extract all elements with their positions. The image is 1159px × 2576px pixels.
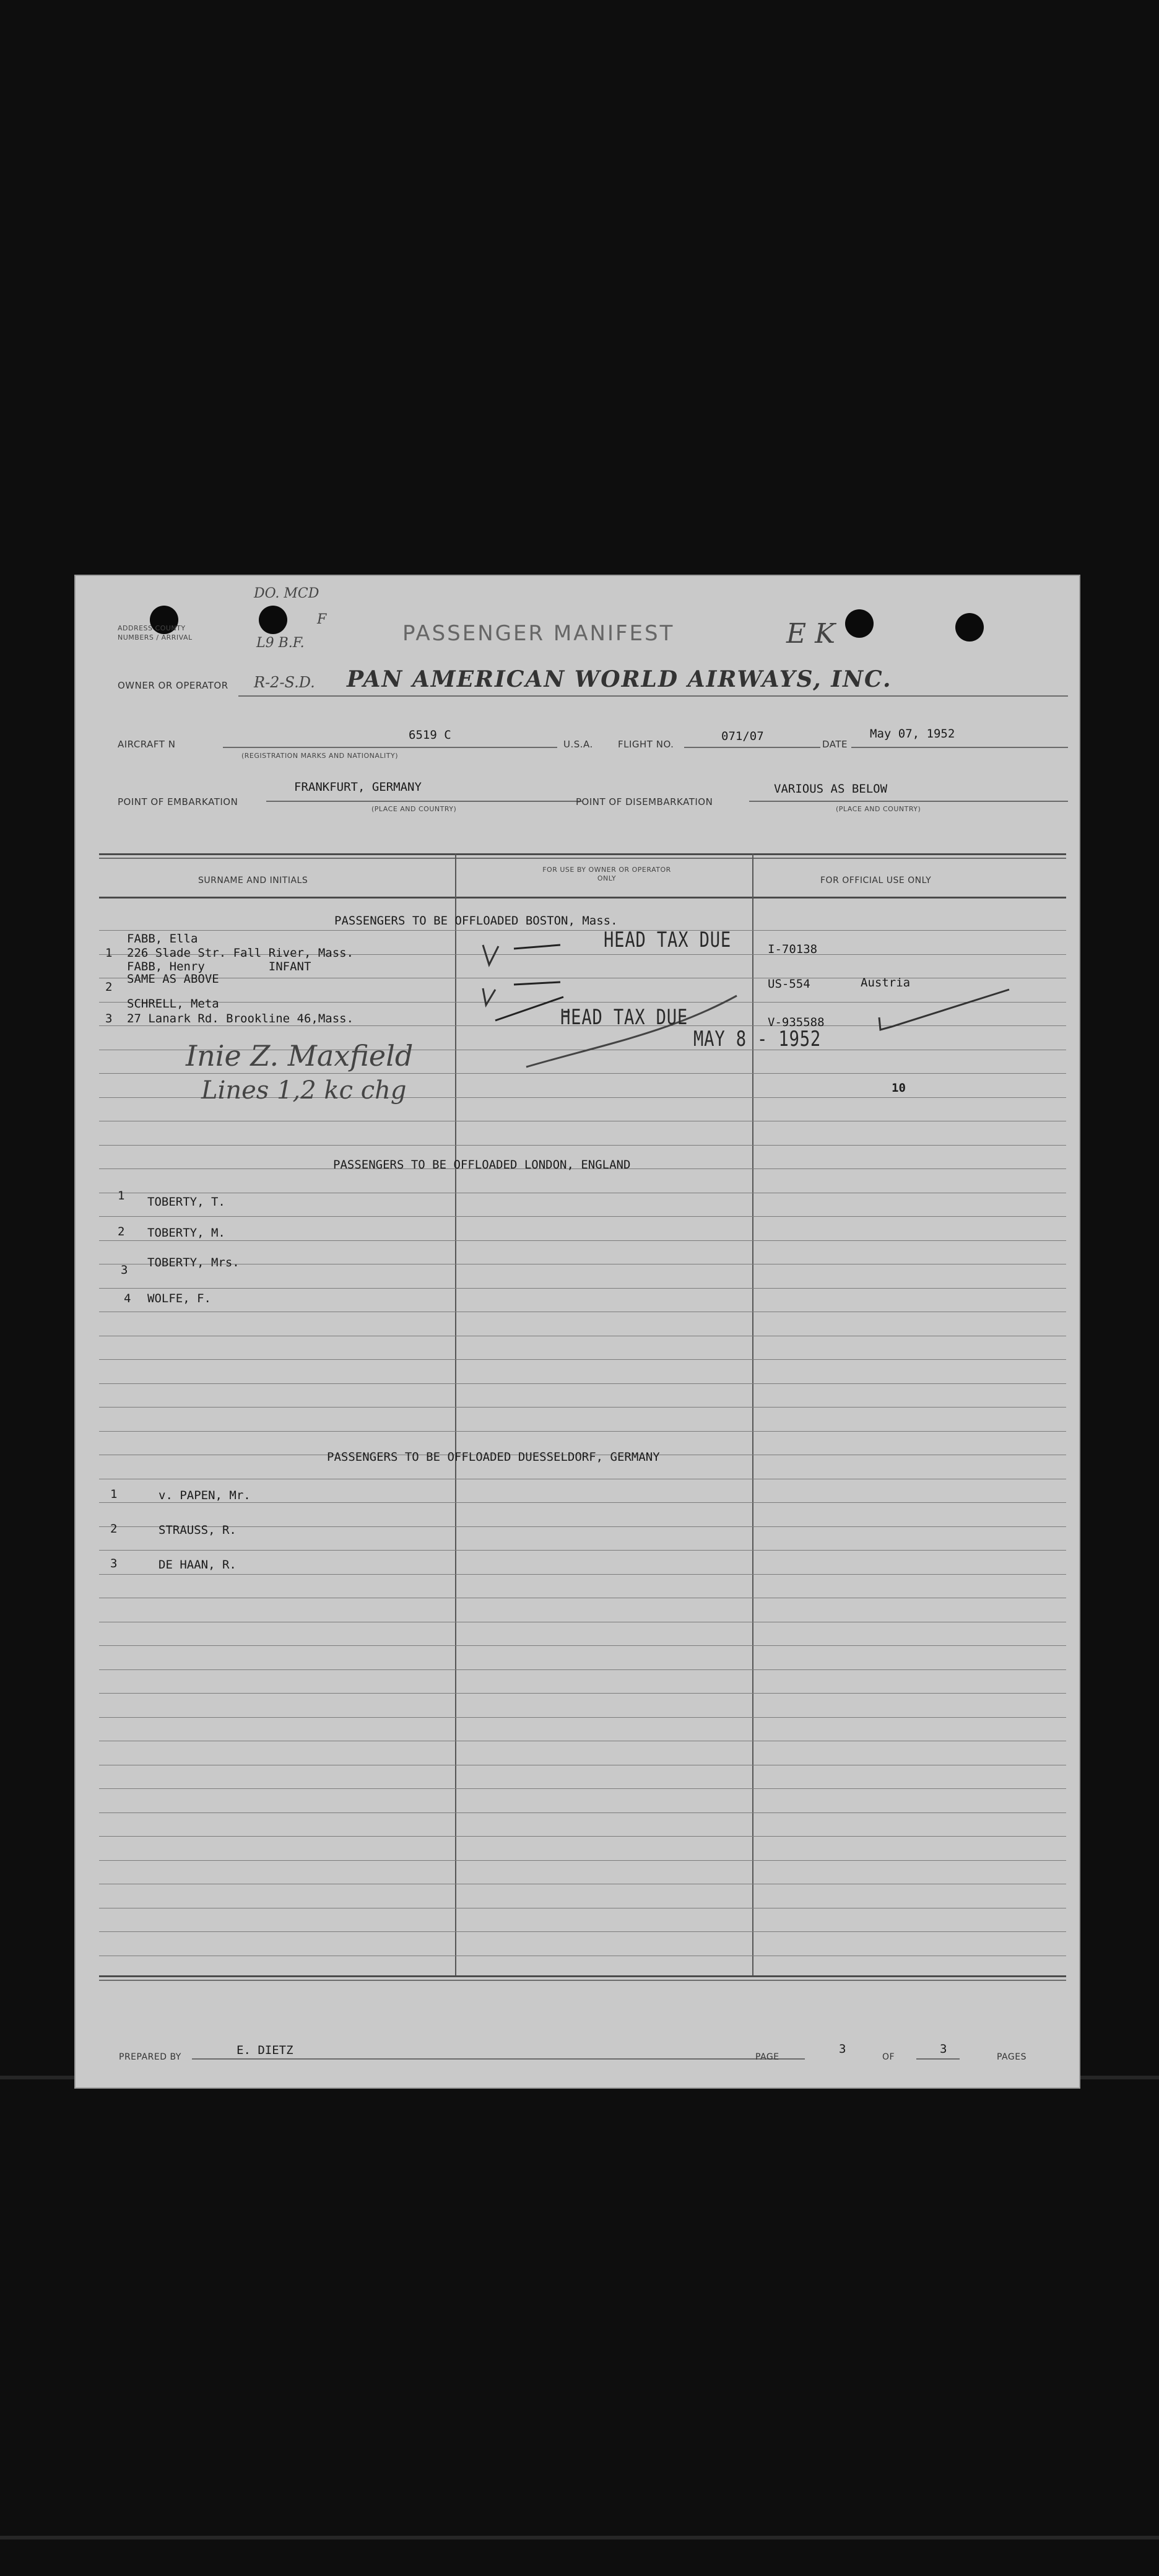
ruled-line	[99, 1502, 1066, 1503]
ruled-line	[99, 1288, 1066, 1289]
page-label: PAGE	[755, 2052, 779, 2062]
ruled-line	[99, 1836, 1066, 1837]
boston-3-num: 3	[105, 1012, 113, 1025]
embark-rule	[266, 801, 582, 802]
duesseldorf-3-num: 3	[110, 1557, 118, 1570]
london-4-name: WOLFE, F.	[147, 1292, 211, 1305]
col-surname: SURNAME AND INITIALS	[198, 876, 308, 886]
owner-label: OWNER OR OPERATOR	[118, 680, 228, 691]
ruled-line	[99, 1860, 1066, 1861]
ruled-line	[99, 1812, 1066, 1813]
manifest-page	[74, 575, 1080, 2089]
flight-label: FLIGHT NO.	[618, 739, 674, 750]
corner-note-3: L9 B.F.	[256, 635, 305, 651]
london-3-name: TOBERTY, Mrs.	[147, 1256, 240, 1269]
disembark-rule	[749, 801, 1068, 802]
date-stamp: MAY 8 - 1952	[693, 1027, 822, 1051]
ruled-line	[99, 1717, 1066, 1718]
col-official: FOR OFFICIAL USE ONLY	[820, 876, 932, 886]
count-value: 10	[892, 1081, 906, 1095]
ruled-line	[99, 1574, 1066, 1575]
owner-handwriting: R-2-S.D.	[254, 674, 315, 691]
pages-label: PAGES	[997, 2052, 1027, 2062]
date-value: May 07, 1952	[870, 727, 955, 741]
corner-note-1: DO. MCD	[254, 586, 319, 601]
ruled-line	[99, 1693, 1066, 1694]
embark-value: FRANKFURT, GERMANY	[294, 780, 422, 794]
ruled-line	[99, 1240, 1066, 1241]
duesseldorf-1-num: 1	[110, 1487, 118, 1501]
table-header-rule	[99, 897, 1066, 899]
country: U.S.A.	[563, 739, 593, 750]
punch-hole	[259, 606, 287, 634]
manifest-title: PASSENGER MANIFEST	[402, 621, 675, 646]
ruled-line	[99, 1359, 1066, 1360]
embark-sub: (PLACE AND COUNTRY)	[371, 805, 457, 813]
film-band	[0, 2536, 1159, 2539]
head-tax-stamp-1: HEAD TAX DUE	[604, 928, 732, 952]
official-checkmark	[867, 983, 1028, 1039]
london-4-num: 4	[124, 1292, 131, 1305]
date-label: DATE	[822, 739, 848, 750]
disembark-value: VARIOUS AS BELOW	[774, 782, 888, 796]
aircraft-sub: (REGISTRATION MARKS AND NATIONALITY)	[241, 752, 399, 760]
london-2-num: 2	[118, 1225, 125, 1238]
duesseldorf-2-name: STRAUSS, R.	[158, 1523, 237, 1537]
london-1-num: 1	[118, 1189, 125, 1203]
prepared-label: PREPARED BY	[119, 2052, 181, 2062]
duesseldorf-1-name: v. PAPEN, Mr.	[158, 1489, 251, 1502]
boston-3-name: SCHRELL, Meta	[127, 997, 219, 1011]
london-3-num: 3	[121, 1263, 128, 1277]
ruled-line	[99, 1145, 1066, 1146]
owner-value: PAN AMERICAN WORLD AIRWAYS, INC.	[347, 666, 892, 692]
section-heading-duesseldorf: PASSENGERS TO BE OFFLOADED DUESSELDORF, GERMANY	[327, 1450, 660, 1464]
boston-2-num: 2	[105, 980, 113, 994]
ruled-line	[99, 1526, 1066, 1527]
ruled-line	[99, 1407, 1066, 1408]
boston-1-name: FABB, Ella	[127, 932, 198, 946]
ruled-line	[99, 1788, 1066, 1789]
official-country: Austria	[861, 976, 911, 990]
table-top-rule-2	[99, 858, 1066, 859]
col-owner-use: FOR USE BY OWNER OR OPERATOR ONLY	[542, 866, 671, 882]
table-top-rule	[99, 853, 1066, 855]
london-2-name: TOBERTY, M.	[147, 1226, 225, 1240]
boston-2-address: SAME AS ABOVE	[127, 972, 219, 986]
page-value: 3	[839, 2042, 846, 2056]
signature-2: Lines 1,2 kc chg	[201, 1076, 407, 1105]
of-rule	[916, 2058, 960, 2060]
ruled-line	[99, 1645, 1066, 1646]
boston-1-address: 226 Slade Str. Fall River, Mass.	[127, 946, 354, 960]
disembark-sub: (PLACE AND COUNTRY)	[836, 805, 921, 813]
aircraft-rule	[223, 747, 557, 748]
prepared-rule	[192, 2058, 805, 2060]
official-value-1: I-70138	[768, 942, 818, 956]
duesseldorf-2-num: 2	[110, 1522, 118, 1536]
table-bottom-rule-2	[99, 1980, 1066, 1981]
date-rule	[851, 747, 1068, 748]
official-value-2: US-554	[768, 977, 810, 991]
london-1-name: TOBERTY, T.	[147, 1195, 225, 1209]
of-value: 3	[940, 2042, 947, 2056]
flight-value: 071/07	[721, 729, 764, 743]
punch-hole	[845, 609, 874, 638]
duesseldorf-3-name: DE HAAN, R.	[158, 1558, 237, 1572]
signature-1: Inie Z. Maxfield	[186, 1039, 414, 1073]
prepared-value: E. DIETZ	[237, 2043, 293, 2057]
aircraft-label: AIRCRAFT N	[118, 739, 176, 750]
section-heading-boston: PASSENGERS TO BE OFFLOADED BOSTON, Mass.	[334, 914, 618, 928]
of-label: OF	[882, 2052, 895, 2062]
embark-label: POINT OF EMBARKATION	[118, 796, 238, 807]
corner-print-2: NUMBERS / ARRIVAL	[118, 633, 193, 642]
official-value-3: V-935588	[768, 1016, 825, 1029]
ruled-line	[99, 1431, 1066, 1432]
ruled-line	[99, 1216, 1066, 1217]
corner-note-2: F	[317, 612, 327, 627]
corner-print-1: ADDRESS COUNTY	[118, 624, 186, 632]
ruled-line	[99, 1383, 1066, 1384]
boston-2-name: FABB, Henry INFANT	[127, 960, 311, 973]
boston-3-address: 27 Lanark Rd. Brookline 46,Mass.	[127, 1012, 354, 1025]
owner-rule	[238, 695, 1068, 697]
punch-hole	[955, 613, 984, 642]
head-tax-stamp-2: HEAD TAX DUE	[560, 1005, 688, 1030]
section-heading-london: PASSENGERS TO BE OFFLOADED LONDON, ENGLAND	[333, 1158, 631, 1172]
disembark-label: POINT OF DISEMBARKATION	[576, 796, 713, 807]
ruled-line	[99, 1931, 1066, 1932]
table-bottom-rule	[99, 1975, 1066, 1977]
aircraft-value: 6519 C	[409, 728, 451, 742]
title-annotation: E K	[786, 618, 835, 650]
ruled-line	[99, 1669, 1066, 1670]
flight-rule	[684, 747, 820, 748]
boston-1-num: 1	[105, 946, 113, 960]
ruled-line	[99, 1550, 1066, 1551]
